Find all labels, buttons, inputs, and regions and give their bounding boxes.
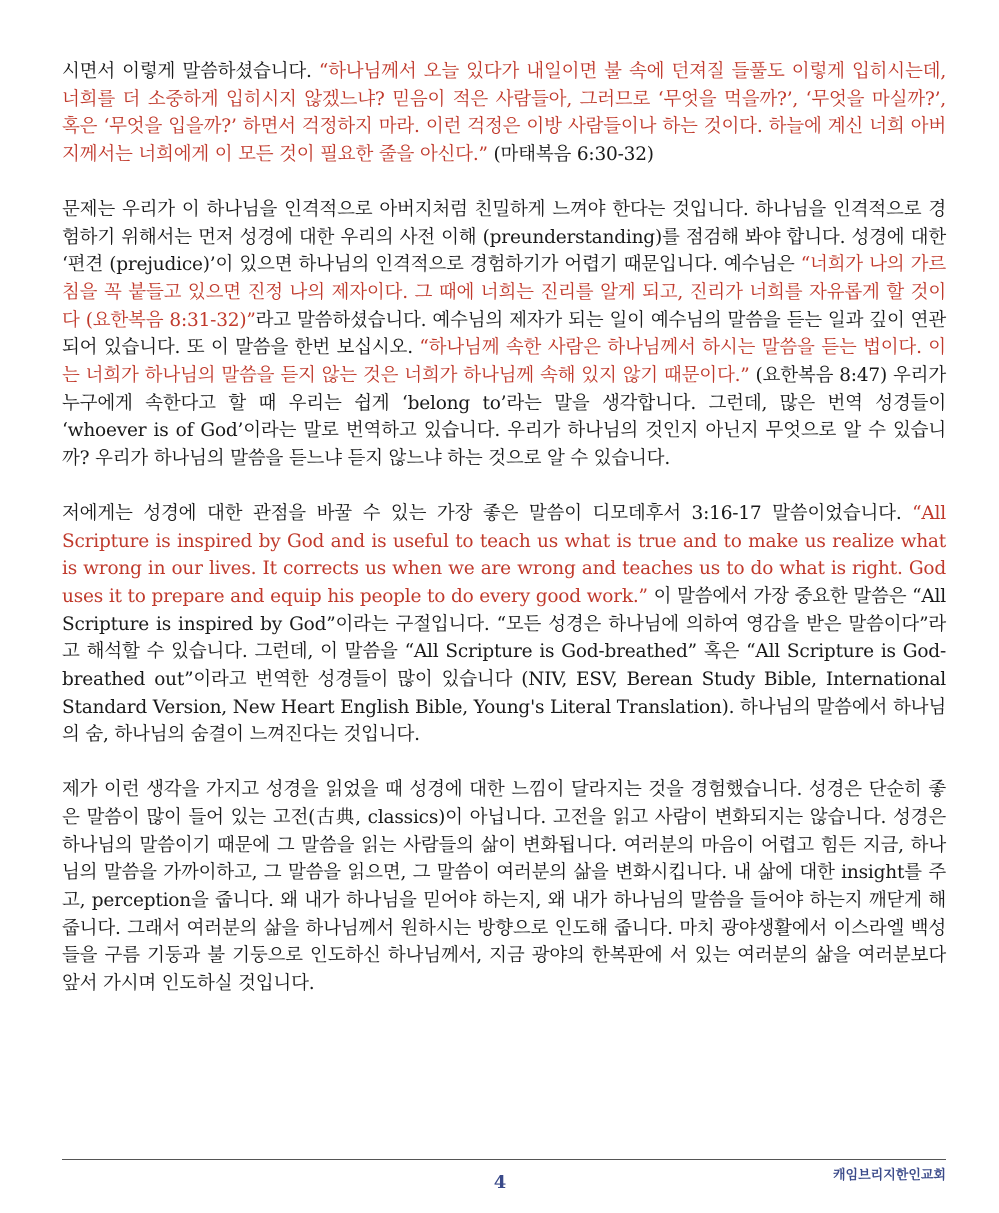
paragraph-text: 저에게는 성경에 대한 관점을 바꿀 수 있는 가장 좋은 말씀이 디모데후서 3:16-17 말씀이었습니다.	[62, 502, 913, 524]
scripture-quote: “너희가 나의 가르침을 꼭 붙들고 있으면 진정 나의 제자이다. 그 때에 너희는 진리를 알게 되고, 진리가 너희를 자유롭게 할 것이다 (요한복음 8:31-32)”	[62, 254, 946, 331]
paragraph-4	[62, 776, 946, 998]
paragraph-text: 문제는 우리가 이 하나님을 인격적으로 아버지처럼 친밀하게 느껴야 한다는 것입니다. 하나님을 인격적으로 경험하기 위해서는 먼저 성경에 대한 우리의 사전 이해 (preunderstanding)를 점검해 봐야 합니다. 성경에 대한 ‘편견 (prejudice)’이 있으면 하나님의 인격적으로 경험하기가 어렵기 때문입니다. 예수님은	[62, 198, 946, 276]
paragraph-2	[62, 196, 946, 473]
paragraph-text: 제가 이런 생각을 가지고 성경을 읽었을 때 성경에 대한 느낌이 달라지는 것을 경험했습니다. 성경은 단순히 좋은 말씀이 많이 들어 있는 고전(古典, classics)이 아닙니다. 고전을 읽고 사람이 변화되지는 않습니다. 성경은 하나님의 말씀이기 때문에 그 말씀을 읽는 사람들의 삶이 변화됩니다. 여러분의 마음이 어렵고 힘든 지금, 하나님의 말씀을 가까이하고, 그 말씀을 읽으면, 그 말씀이 여러분의 삶을 변화시킵니다. 내 삶에 대한 insight를 주고, perception을 줍니다. 왜 내가 하나님을 믿어야 하는지, 왜 내가 하나님의 말씀을 들어야 하는지 깨닫게 해 줍니다. 그래서 여러분의 삶을 하나님께서 원하시는 방향으로 인도해 줍니다. 마치 광야생활에서 이스라엘 백성들을 구름 기둥과 불 기둥으로 인도하신 하나님께서, 지금 광야의 한복판에 서 있는 여러분의 삶을 여러분보다 앞서 가시며 인도하실 것입니다.	[62, 779, 946, 995]
paragraph-1	[62, 58, 946, 169]
church-name: 캐임브리지한인교회	[832, 1168, 946, 1183]
paragraph-text: 라고 말씀하셨습니다. 예수님의 제자가 되는 일이 예수님의 말씀을 듣는 일과 깊이 연관되어 있습니다. 또 이 말씀을 한번 보십시오.	[62, 309, 946, 359]
scripture-quote: “하나님께 속한 사람은 하나님께서 하시는 말씀을 듣는 법이다. 이는 너희가 하나님의 말씀을 듣지 않는 것은 너희가 하나님께 속해 있지 않기 때문이다.”	[62, 337, 946, 387]
paragraph-text: 시면서 이렇게 말씀하셨습니다.	[62, 61, 319, 82]
scripture-quote: “All Scripture is inspired by God and is useful to teach us what is true and to make us realize what is wrong in our lives. It corrects us when we are wrong and teaches us to do what is right. God uses it to prepare and equip his people to do every good work.”	[62, 502, 946, 607]
footer-divider	[62, 1159, 946, 1160]
page-number: 4	[493, 1172, 507, 1193]
paragraph-text: 이 말씀에서 가장 중요한 말씀은 “All Scripture is inspired by God”이라는 구절입니다. “모든 성경은 하나님에 의하여 영감을 받은 말씀이다”라고 해석할 수 있습니다. 그런데, 이 말씀을 “All Scripture is God-breathed” 혹은 “All Scripture is God-breathed out”이라고 번역한 성경들이 많이 있습니다 (NIV, ESV, Berean Study Bible, International Standard Version, New Heart English Bible, Young's Literal Translation). 하나님의 말씀에서 하나님의 숨, 하나님의 숨결이 느껴진다는 것입니다.	[62, 585, 946, 746]
page-body	[62, 58, 946, 1025]
paragraph-text: (요한복음 8:47) 우리가 누구에게 속한다고 할 때 우리는 쉽게 ‘belong to’라는 말을 생각합니다. 그런데, 많은 번역 성경들이 ‘whoever is of God’이라는 말로 번역하고 있습니다. 우리가 하나님의 것인지 아닌지 무엇으로 알 수 있습니까? 우리가 하나님의 말씀을 듣느냐 듣지 않느냐 하는 것으로 알 수 있습니다.	[62, 365, 946, 470]
paragraph-3	[62, 500, 946, 749]
scripture-reference: (마태복음 6:30-32)	[487, 144, 654, 166]
scripture-quote: “하나님께서 오늘 있다가 내일이면 불 속에 던져질 들풀도 이렇게 입히시는데, 너희를 더 소중하게 입히시지 않겠느냐? 믿음이 적은 사람들아, 그러므로 ‘무엇을 먹을까?’, ‘무엇을 마실까?’, 혹은 ‘무엇을 입을까?’ 하면서 걱정하지 마라. 이런 걱정은 이방 사람들이나 하는 것이다. 하늘에 계신 너희 아버지께서는 너희에게 이 모든 것이 필요한 줄을 아신다.”	[62, 61, 946, 166]
